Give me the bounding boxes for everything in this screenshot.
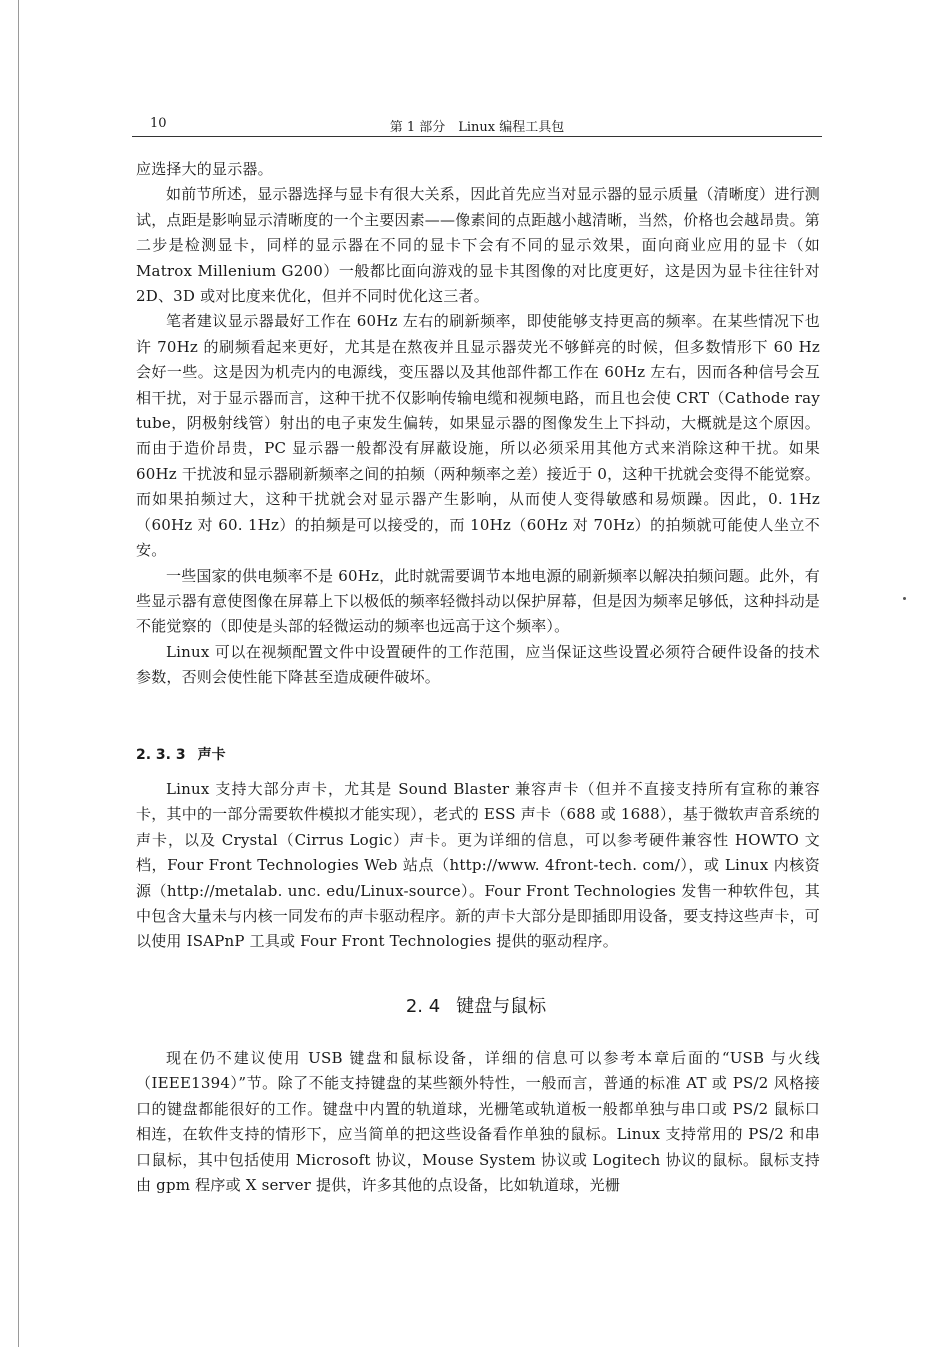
paragraph-sound-card: Linux 支持大部分声卡，尤其是 Sound Blaster 兼容声卡（但并不直接支持所有宣称的兼容卡，其中的一部分需要软件模拟才能实现），老式的 ESS 声卡（688 或 1688），基于微软声音系统的声卡，以及 Crystal（Cirrus Logic）声卡。更为详细的信息，可以参考硬件兼容性 HOWTO 文档，Four Front Technologies Web 站点（http://www. 4front-tech. com/），或 Linux 内核资源（http://metalab. unc. edu/Linux-source）。Four Front Technologies 发售一种软件包，其中包含大量未与内核一同发布的声卡驱动程序。新的声卡大部分是即插即用设备，要支持这些声卡，可以使用 ISAPnP 工具或 Four Front Technologies 提供的驱动程序。 [136,780,821,951]
scan-edge-line [18,0,19,1347]
scan-speck [903,597,906,600]
running-title: 第 1 部分 Linux 编程工具包 [389,120,565,135]
paragraph-refresh-rate: 笔者建议显示器最好工作在 60Hz 左右的刷新频率，即使能够支持更高的频率。在某些情况下也许 70Hz 的刷频看起来更好，尤其是在熬夜并且显示器荧光不够鲜亮的时候，但多数情形下 60 Hz 会好一些。这是因为机壳内的电源线，变压器以及其他部件都工作在 60Hz 左右，因而各种信号会互相干扰，对于显示器而言，这种干扰不仅影响传输电缆和视频电路，而且也会使 CRT（Cathode ray tube，阴极射线管）射出的电子束发生偏转，如果显示器的图像发生上下抖动，大概就是这个原因。而由于造价昂贵，PC 显示器一般都没有屏蔽设施，所以必须采用其他方式来消除这种干扰。如果 60Hz 干扰波和显示器刷新频率之间的拍频（两种频率之差）接近于 0，这种干扰就会变得不能觉察。而如果拍频过大，这种干扰就会对显示器产生影响，从而使人变得敏感和易烦躁。因此，0. 1Hz（60Hz 对 60. 1Hz）的拍频是可以接受的，而 10Hz（60Hz 对 70Hz）的拍频就可能使人坐立不安。 [136,312,820,560]
section-number: 2. 4 [405,996,441,1017]
paragraph-continuation: 应选择大的显示器。 [136,160,273,178]
page-number: 10 [150,116,167,131]
subsection-heading [136,744,226,764]
text-block-keyboard-mouse [136,1046,820,1198]
section-title: 键盘与鼠标 [456,996,547,1017]
section-heading [0,992,952,1018]
paragraph-display-quality: 如前节所述，显示器选择与显卡有很大关系，因此首先应当对显示器的显示质量（清晰度）进行测试，点距是影响显示清晰度的一个主要因素——像素间的点距越小越清晰，当然，价格也会越昂贵。第二步是检测显卡，同样的显示器在不同的显卡下会有不同的显示效果，面向商业应用的显卡（如 Matrox Millenium G200）一般都比面向游戏的显卡其图像的对比度更好，这是因为显卡往往针对 2D、3D 或对比度来优化，但并不同时优化这三者。 [136,185,821,306]
subsection-title: 声卡 [197,747,226,763]
text-block-display-selection [136,157,820,691]
subsection-number: 2. 3. 3 [136,747,186,763]
paragraph-video-config: Linux 可以在视频配置文件中设置硬件的工作范围，应当保证这些设置必须符合硬件设备的技术参数，否则会使性能下降甚至造成硬件破坏。 [136,642,820,687]
paragraph-power-frequency: 一些国家的供电频率不是 60Hz，此时就需要调节本地电源的刷新频率以解决拍频问题。此外，有些显示器有意使图像在屏幕上下以极低的频率轻微抖动以保护屏幕，但是因为频率足够低，这种抖动是不能觉察的（即使是头部的轻微运动的频率也远高于这个频率）。 [136,566,821,636]
paragraph-keyboard-mouse: 现在仍不建议使用 USB 键盘和鼠标设备，详细的信息可以参考本章后面的“USB 与火线（IEEE1394）”节。除了不能支持键盘的某些额外特性，一般而言，普通的标准 AT 或 PS/2 风格接口的键盘都能很好的工作。键盘中内置的轨道球，光栅笔或轨道板一般都单独与串口或 PS/2 鼠标口相连，在软件支持的情形下，应当简单的把这些设备看作单独的鼠标。Linux 支持常用的 PS/2 和串口鼠标，其中包括使用 Microsoft 协议，Mouse System 协议或 Logitech 协议的鼠标。鼠标支持由 gpm 程序或 X server 提供，许多其他的点设备，比如轨道球，光栅 [136,1049,820,1195]
page-header [132,114,822,137]
text-block-sound-card [136,777,820,955]
